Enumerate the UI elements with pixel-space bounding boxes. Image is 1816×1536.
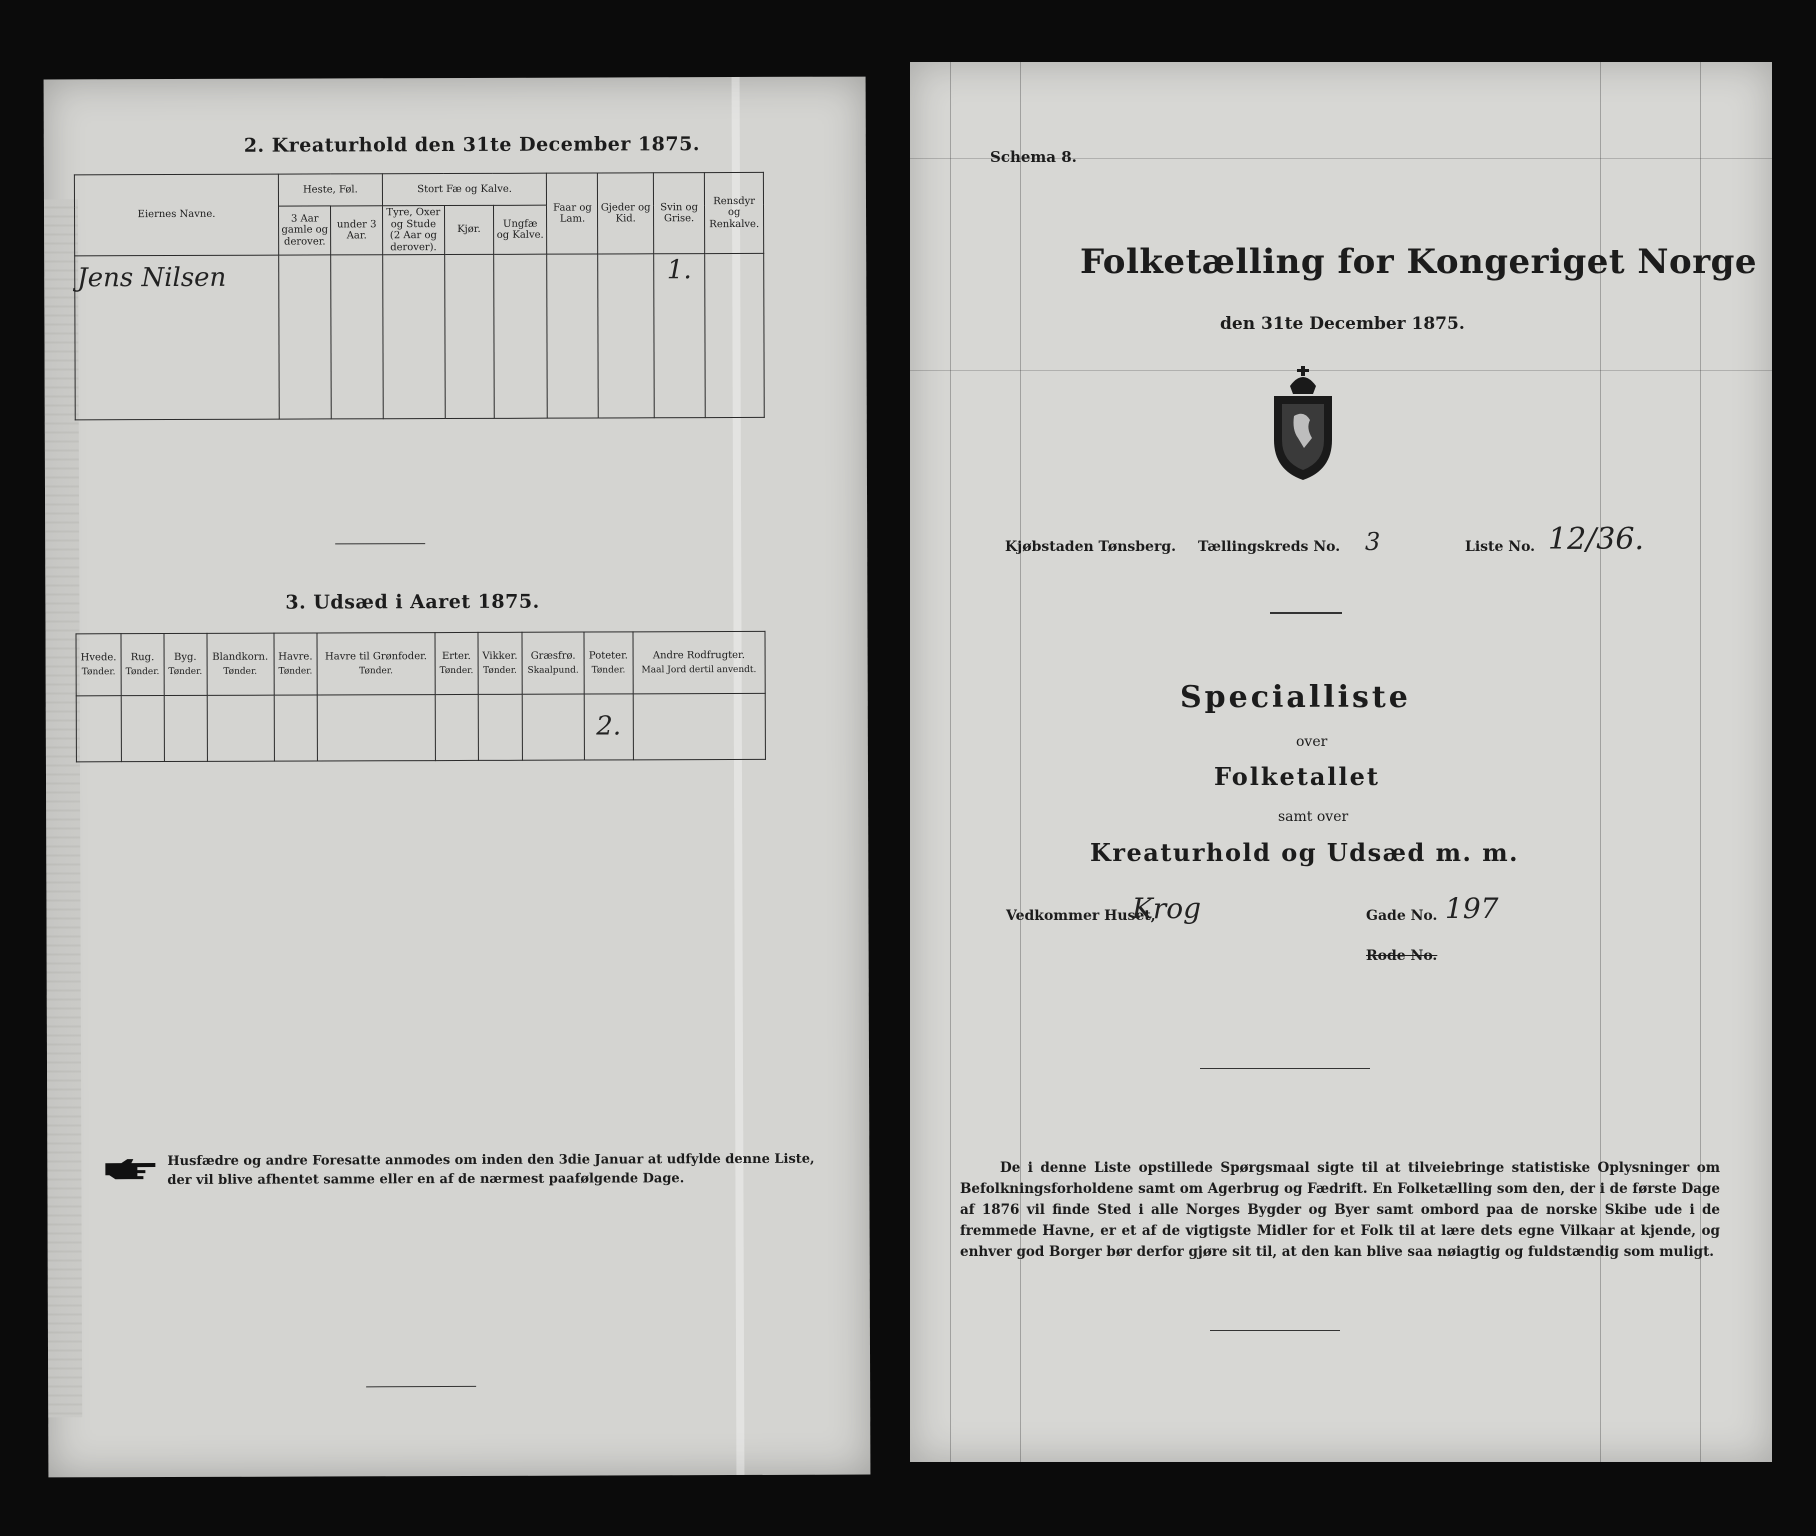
sowing-value-cell — [435, 694, 478, 760]
cell — [598, 254, 654, 418]
main-title: Folketælling for Kongeriget Norge — [1080, 242, 1758, 282]
sowing-col-header — [121, 634, 164, 696]
huset-label: Vedkommer Huset, — [1006, 908, 1156, 924]
title-date: den 31te December 1875. — [1220, 314, 1465, 334]
liste-value: 12/36. — [1548, 522, 1644, 557]
right-page — [910, 62, 1772, 1462]
sowing-col-unit: Tønder. — [81, 667, 116, 678]
owner-cell — [75, 255, 280, 420]
owner-name: Jens Nilsen — [77, 262, 227, 294]
sowing-value-cell — [317, 695, 435, 761]
sowing-col-name: Byg. — [173, 651, 197, 663]
sowing-value-cell — [522, 694, 584, 760]
sowing-col-header — [478, 632, 523, 694]
svin-header: Svin og Grise. — [653, 173, 705, 254]
gade-value: 197 — [1445, 892, 1499, 925]
sowing-col-header — [164, 633, 207, 695]
sowing-col-header — [207, 633, 274, 695]
sowing-table — [75, 631, 765, 762]
heste-sub2: under 3 Aar. — [331, 206, 383, 255]
divider — [1210, 1330, 1340, 1331]
sowing-value-cell — [76, 696, 121, 762]
kreaturhold-title: Kreaturhold og Udsæd m. m. — [1090, 838, 1519, 867]
sowing-col-name: Andre Rodfrugter. — [652, 649, 745, 661]
sowing-col-header — [274, 633, 317, 695]
cell — [547, 254, 599, 418]
rensdyr-header: Rensdyr og Renkalve. — [705, 172, 764, 253]
sowing-col-unit: Tønder. — [278, 666, 313, 677]
sowing-col-name: Havre. — [278, 651, 313, 663]
sowing-col-name: Græsfrø. — [530, 650, 576, 662]
divider — [1200, 1068, 1370, 1069]
sowing-value-cell — [207, 695, 274, 761]
sowing-value: 2. — [596, 710, 622, 742]
sowing-value-cell — [584, 694, 633, 760]
sowing-col-header — [435, 632, 478, 694]
explanatory-paragraph: De i denne Liste opstillede Spørgsmaal sigte til at tilveiebringe statistiske Oplysninger om Befolkningsforholdene samt om Agerbrug og Fædrift. En Folketælling som den, der i de første Dage af 1876 vil finde Sted i alle Norges Bygder og Byer samt ombord paa de norske Skibe ude i de fremmede Havne, er et af de vigtigste Midler for et Folk til at lære dets egne Vilkaar at kjende, og enhver god Borger bør derfor gjøre sit til, at den kan blive saa nøiagtig og fuldstændig som muligt. — [960, 1160, 1720, 1260]
folketallet-title: Folketallet — [1214, 762, 1380, 791]
cell — [279, 255, 332, 419]
sowing-col-header — [633, 631, 766, 693]
cell — [331, 255, 383, 419]
sowing-col-name: Vikker. — [482, 650, 518, 662]
sowing-col-unit: Tønder. — [168, 666, 203, 678]
sowing-col-unit: Tønder. — [483, 665, 517, 676]
sowing-col-unit: Tønder. — [439, 666, 474, 677]
pointing-hand-icon — [103, 1157, 159, 1183]
heste-header: Heste, Føl. — [278, 174, 382, 206]
sowing-col-header — [584, 632, 633, 694]
sowing-col-unit: Tønder. — [359, 666, 393, 677]
sowing-value-cell — [121, 696, 164, 762]
sowing-value-cell — [478, 694, 523, 760]
cell — [705, 253, 764, 417]
sowing-col-name: Hvede. — [80, 651, 117, 663]
sowing-col-unit: Maal Jord dertil anvendt. — [641, 665, 757, 676]
kjobstaden-label: Kjøbstaden Tønsberg. — [1005, 539, 1176, 555]
section-3-title: 3. Udsæd i Aaret 1875. — [285, 590, 540, 614]
kreds-value: 3 — [1365, 528, 1381, 556]
section-2-title: 2. Kreaturhold den 31te December 1875. — [243, 133, 700, 157]
left-page — [44, 77, 871, 1478]
heste-sub1: 3 Aar gamle og derover. — [279, 206, 332, 255]
faint-line — [950, 62, 951, 1462]
svin-value: 1. — [666, 255, 692, 286]
coat-of-arms-icon — [1268, 364, 1338, 482]
gjeder-header: Gjeder og Kid. — [598, 173, 654, 254]
rode-label: Rode No. — [1366, 948, 1438, 964]
stortfae-header: Stort Fæ og Kalve. — [382, 173, 547, 206]
sowing-col-unit: Tønder. — [125, 667, 160, 678]
divider — [366, 1386, 476, 1387]
kreds-label: Tællingskreds No. — [1198, 539, 1341, 555]
sowing-col-name: Blandkorn. — [212, 651, 269, 663]
sowing-value-cell — [274, 695, 317, 761]
schema-label: Schema 8. — [990, 148, 1077, 166]
specialliste-title: Specialliste — [1180, 680, 1411, 715]
svin-cell — [654, 254, 706, 418]
livestock-table — [74, 172, 765, 420]
sowing-value-cell — [633, 693, 766, 759]
stortfae-sub1: Tyre, Oxer og Stude (2 Aar og derover). — [382, 206, 444, 255]
sowing-col-header — [76, 634, 121, 696]
notice-text: Husfædre og andre Foresatte anmodes om inden den 3die Januar at udfylde denne Liste, der vil blive afhentet samme eller en af de nærmest paafølgende Dage. — [167, 1151, 815, 1188]
sowing-col-header — [522, 632, 584, 694]
over-text: over — [1296, 734, 1328, 750]
sowing-col-unit: Tønder. — [223, 666, 258, 677]
divider — [1270, 612, 1342, 614]
cell — [494, 254, 548, 418]
sowing-col-unit: Skaalpund. — [527, 665, 579, 676]
stortfae-sub2: Kjør. — [444, 205, 493, 254]
sowing-col-name: Poteter. — [588, 649, 628, 662]
owner-header: Eiernes Navne. — [74, 174, 278, 256]
stortfae-sub3: Ungfæ og Kalve. — [493, 205, 547, 254]
cell — [444, 254, 494, 418]
huset-value: Krog — [1132, 892, 1202, 925]
samt-over-text: samt over — [1278, 809, 1349, 825]
liste-label: Liste No. — [1465, 539, 1536, 555]
gade-label: Gade No. — [1366, 908, 1438, 924]
sowing-col-name: Rug. — [130, 651, 155, 663]
faar-header: Faar og Lam. — [547, 173, 598, 254]
faint-line — [910, 370, 1772, 371]
cell — [383, 255, 446, 419]
sowing-col-name: Havre til Grønfoder. — [325, 650, 428, 663]
divider — [335, 543, 425, 544]
sowing-col-header — [317, 633, 435, 695]
sowing-value-cell — [164, 695, 207, 761]
sowing-col-name: Erter. — [441, 650, 471, 662]
sowing-col-unit: Tønder. — [591, 665, 626, 676]
